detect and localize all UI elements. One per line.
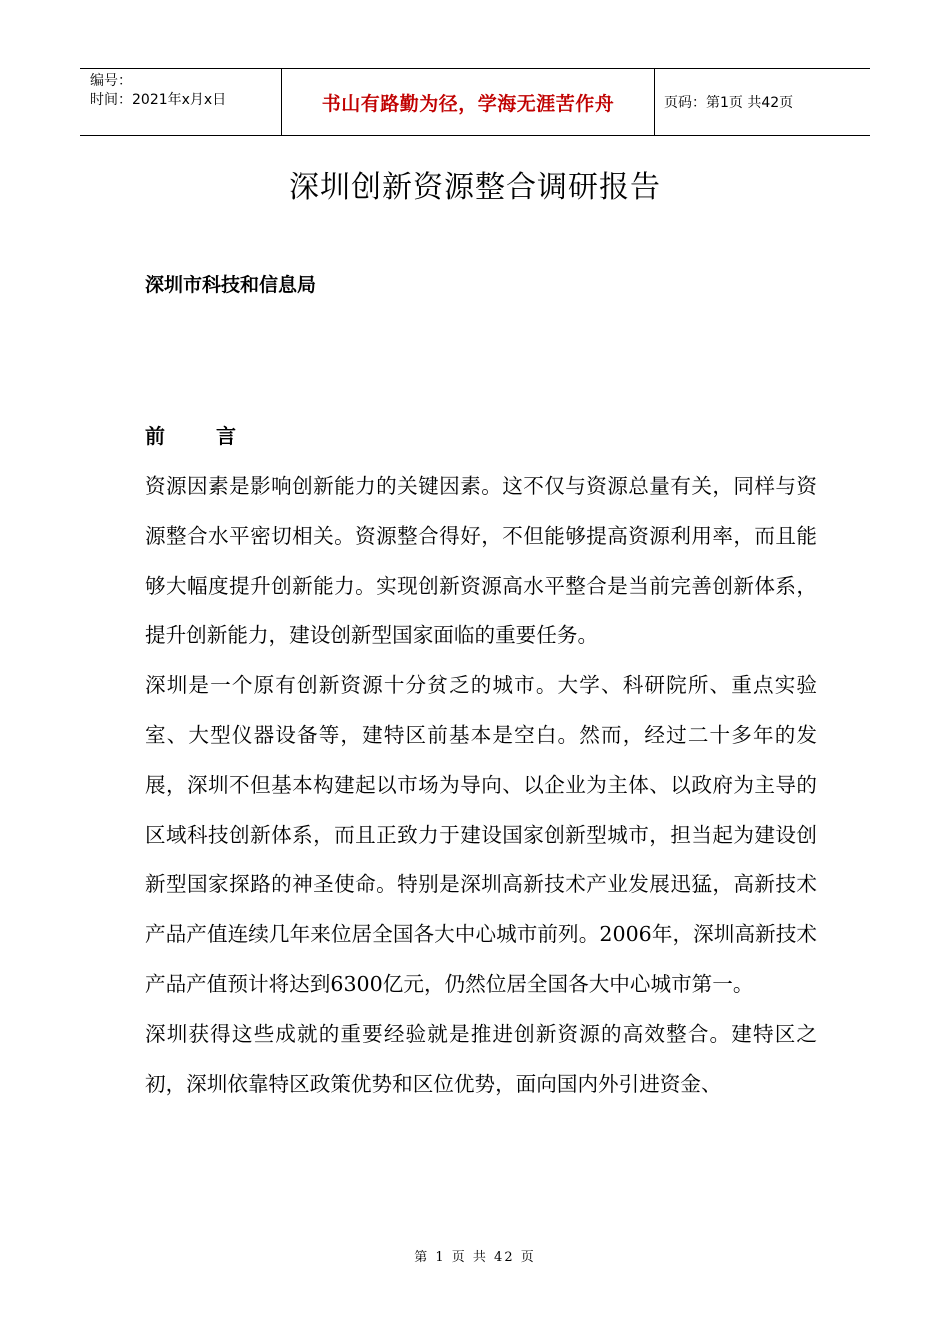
header-left-cell (80, 69, 282, 135)
body-text (145, 462, 817, 1109)
header-table (80, 68, 870, 136)
paragraph: 深圳是一个原有创新资源十分贫乏的城市。大学、科研院所、重点实验室、大型仪器设备等，建特区前基本是空白。然而，经过二十多年的发展，深圳不但基本构建起以市场为导向、以企业为主体、以政府为主导的区域科技创新体系，而且正致力于建设国家创新型城市，担当起为建设创新型国家探路的神圣使命。特别是深圳高新技术产业发展迅猛，高新技术产品产值连续几年来位居全国各大中心城市前列。2006年，深圳高新技术产品产值预计将达到6300亿元，仍然位居全国各大中心城市第一。 (145, 673, 817, 996)
paragraph: 资源因素是影响创新能力的关键因素。这不仅与资源总量有关，同样与资源整合水平密切相关。资源整合得好，不但能够提高资源利用率，而且能够大幅度提升创新能力。实现创新资源高水平整合是当前完善创新体系，提升创新能力，建设创新型国家面临的重要任务。 (145, 474, 817, 648)
section-heading-preface: 前 言 (145, 424, 258, 448)
serial-label: 编号： (90, 73, 132, 89)
header-page-info: 页码：第1页 共42页 (664, 95, 794, 111)
paragraph: 深圳获得这些成就的重要经验就是推进创新资源的高效整合。建特区之初，深圳依靠特区政策优势和区位优势，面向国内外引进资金、 (145, 1021, 817, 1096)
organization-name: 深圳市科技和信息局 (145, 274, 317, 296)
date-line: 时间：2021年x月x日 (90, 92, 227, 108)
page-footer: 第 1 页 共 42 页 (414, 1250, 536, 1265)
header-motto: 书山有路勤为径，学海无涯苦作舟 (282, 69, 655, 135)
document-title: 深圳创新资源整合调研报告 (289, 170, 661, 205)
